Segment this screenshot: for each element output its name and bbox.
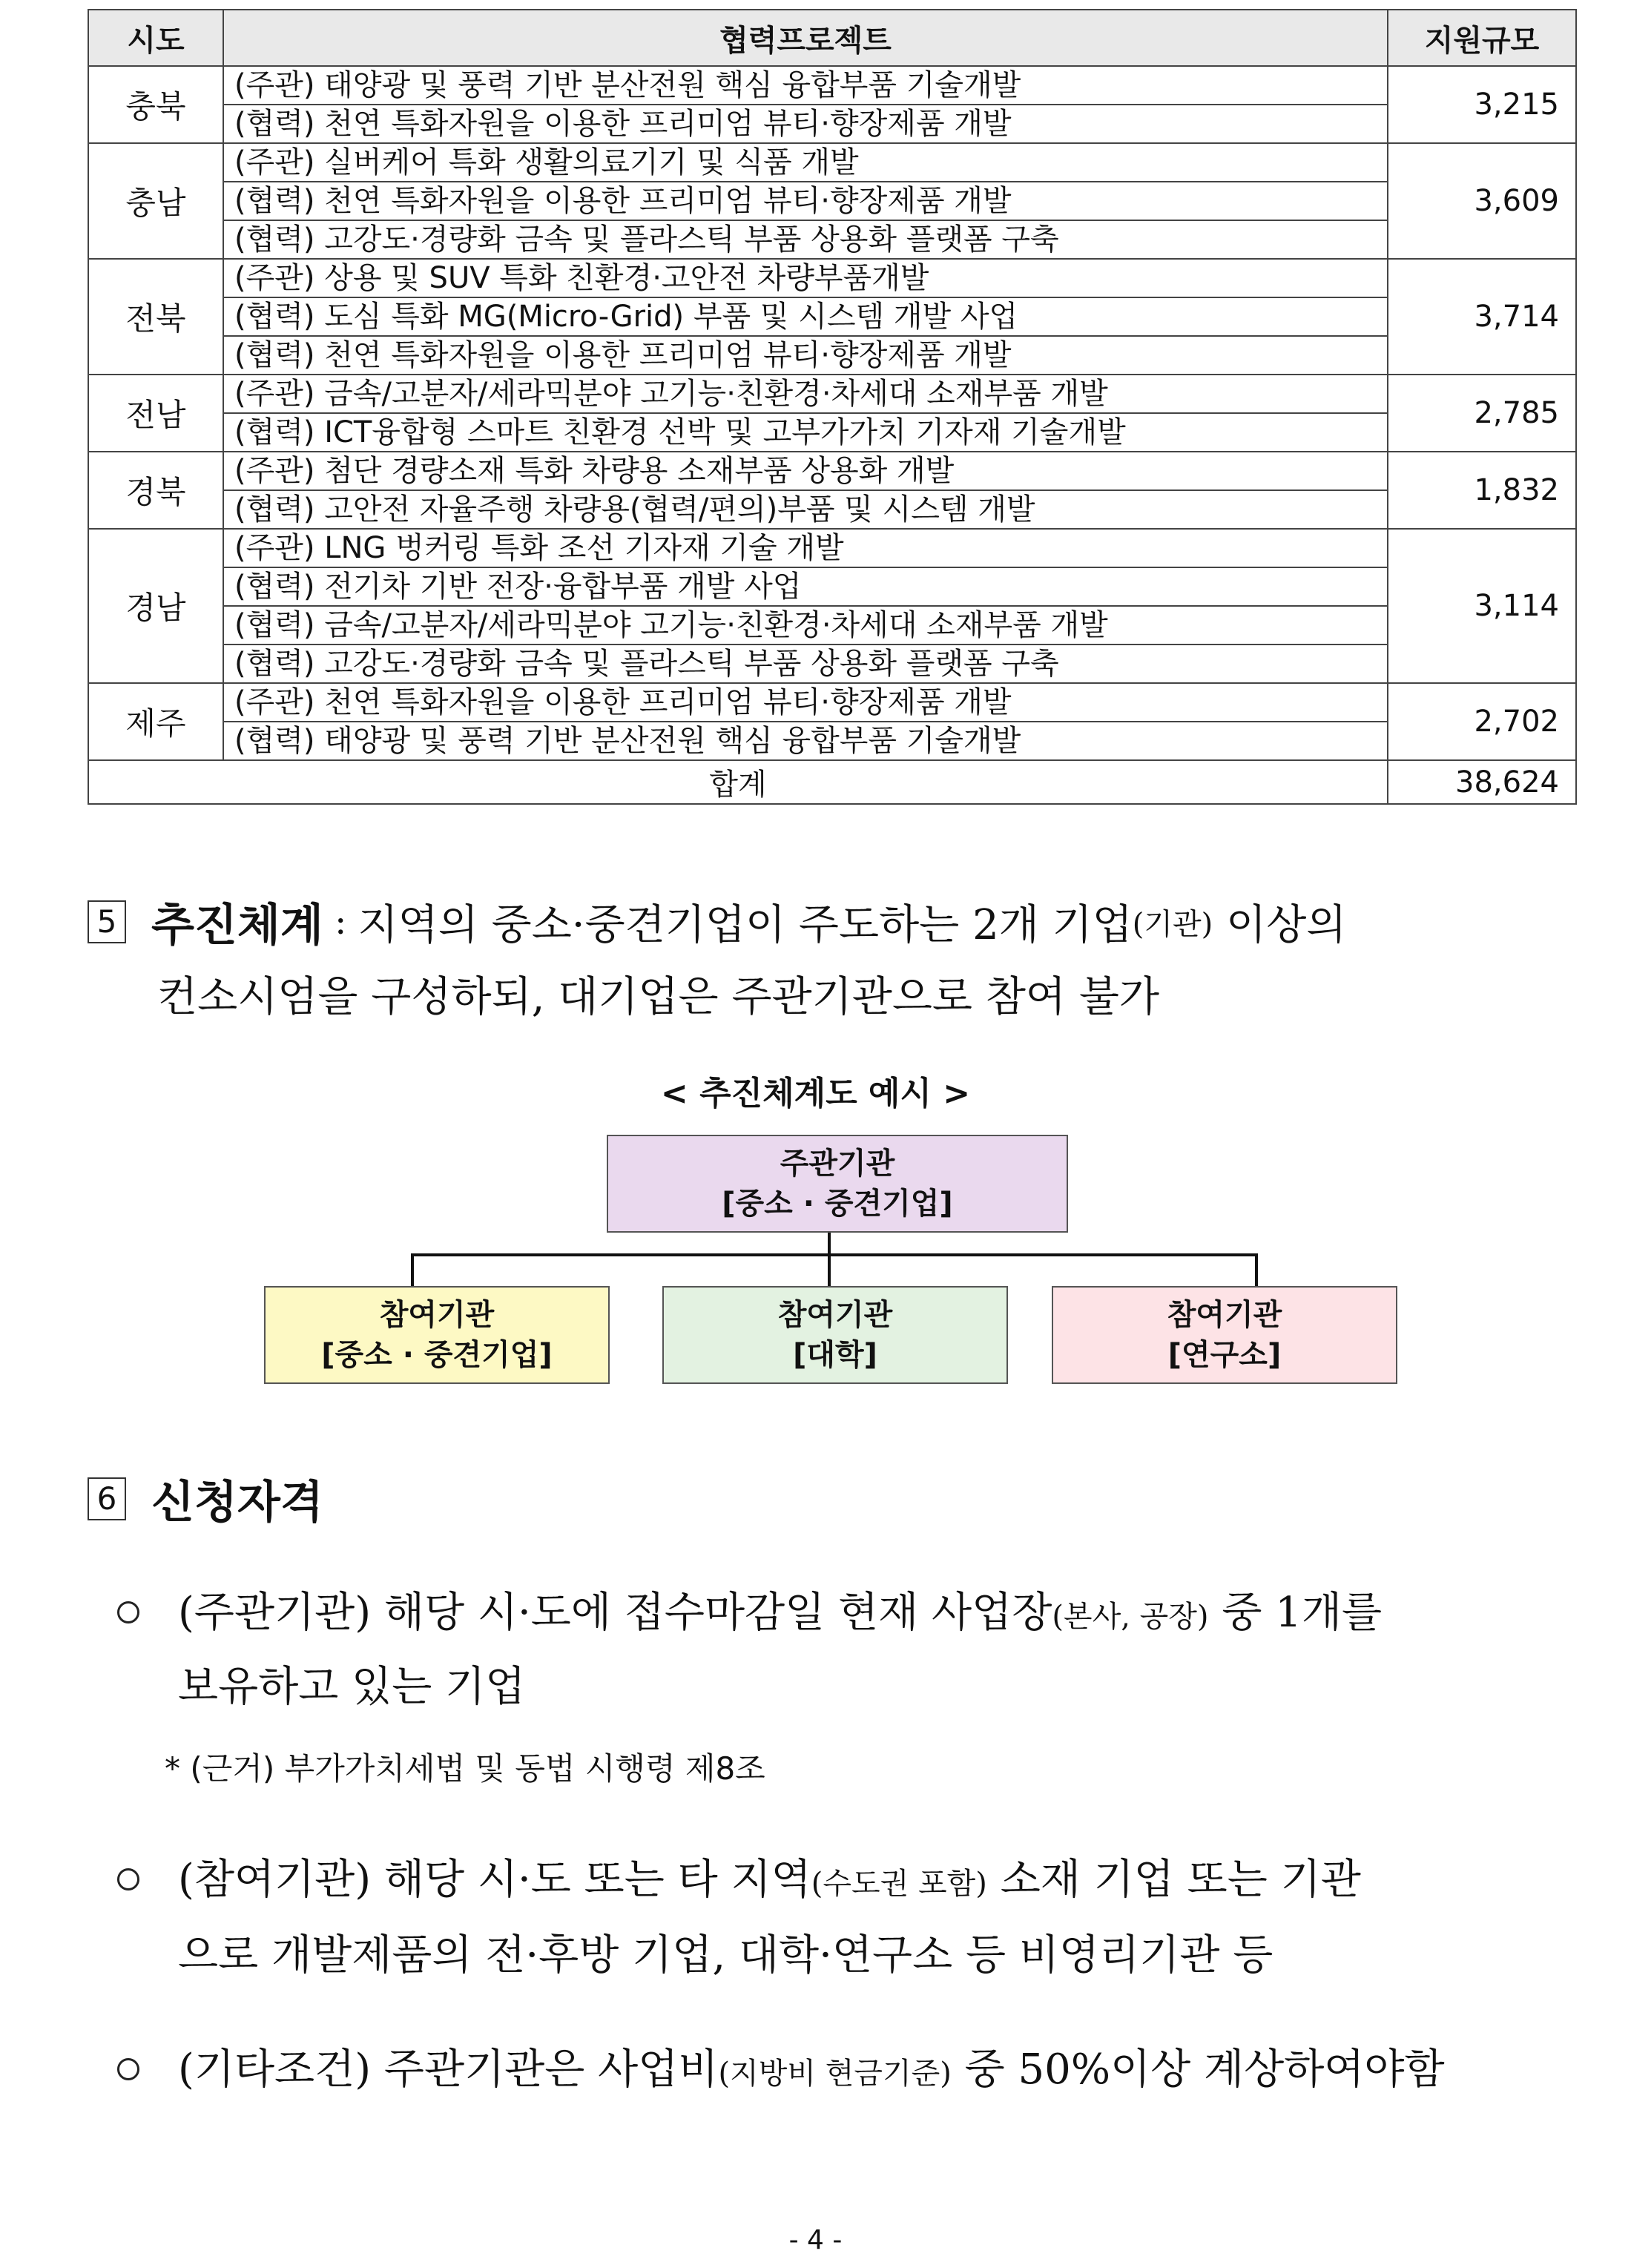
participant-type: [연구소] <box>1167 1338 1282 1372</box>
connector-horizontal <box>411 1253 1258 1256</box>
project-cell: (주관) 금속/고분자/세라믹분야 고기능·친환경·차세대 소재부품 개발 <box>223 375 1388 413</box>
table-row <box>88 297 1576 336</box>
project-cell: (주관) 태양광 및 풍력 기반 분산전원 핵심 융합부품 기술개발 <box>223 66 1388 105</box>
project-table <box>88 9 1577 805</box>
header-amount: 지원규모 <box>1388 10 1576 66</box>
section5-sep: : <box>323 901 358 943</box>
section5-line1-b: 이상의 <box>1213 901 1347 949</box>
table-row <box>88 105 1576 143</box>
qualification-item-lead <box>117 1586 139 1634</box>
circle-bullet-icon <box>117 1601 139 1623</box>
item3-text-a: (기타조건) 주관기관은 사업비 <box>178 2046 719 2094</box>
project-cell: (협력) 금속/고분자/세라믹분야 고기능·친환경·차세대 소재부품 개발 <box>223 606 1388 645</box>
region-cell: 전남 <box>88 375 223 452</box>
project-cell: (협력) 고안전 자율주행 차량용(협력/편의)부품 및 시스템 개발 <box>223 490 1388 529</box>
circle-bullet-icon <box>117 2058 139 2080</box>
project-cell: (협력) 고강도·경량화 금속 및 플라스틱 부품 상용화 플랫폼 구축 <box>223 645 1388 683</box>
table-row <box>88 567 1576 606</box>
amount-cell: 3,114 <box>1388 529 1576 683</box>
amount-cell: 2,785 <box>1388 375 1576 452</box>
amount-cell: 1,832 <box>1388 452 1576 529</box>
page-number: - 4 - <box>788 2225 843 2255</box>
table-row <box>88 66 1576 105</box>
item1-note: * (근거) 부가가치세법 및 동법 시행령 제8조 <box>165 1750 765 1787</box>
section5-heading <box>88 890 1346 954</box>
total-label: 합계 <box>88 760 1388 804</box>
qualification-item-other <box>117 2043 139 2091</box>
item3-line1 <box>178 2037 1445 2096</box>
section5-number: 5 <box>88 900 126 943</box>
lead-org-label: 주관기관 <box>780 1147 895 1181</box>
header-project: 협력프로젝트 <box>223 10 1388 66</box>
item2-text-a: (참여기관) 해당 시·도 또는 타 지역 <box>178 1856 811 1904</box>
table-row <box>88 722 1576 760</box>
participant-type: [대학] <box>793 1338 877 1372</box>
diagram-title: < 추진체계도 예시 > <box>660 1075 971 1112</box>
qualification-item-participant <box>117 1853 139 1901</box>
region-cell: 충북 <box>88 66 223 143</box>
table-row <box>88 375 1576 413</box>
item1-line2: 보유하고 있는 기업 <box>178 1663 526 1711</box>
item2-line1 <box>178 1847 1361 1906</box>
participant-label: 참여기관 <box>379 1298 495 1332</box>
item1-text-a: (주관기관) 해당 시·도에 접수마감일 현재 사업장 <box>178 1589 1052 1637</box>
table-row <box>88 182 1576 220</box>
connector-center <box>828 1253 831 1288</box>
lead-org-box <box>607 1135 1068 1233</box>
table-row <box>88 220 1576 259</box>
table-row <box>88 452 1576 490</box>
table-row <box>88 683 1576 722</box>
item3-text-b: 중 50%이상 계상하여야함 <box>951 2046 1445 2094</box>
item2-text-small: (수도권 포함) <box>811 1867 987 1901</box>
participant-box-company <box>264 1286 610 1384</box>
connector-left <box>411 1253 414 1288</box>
region-cell: 경남 <box>88 529 223 683</box>
section5-title: 추진체계 <box>151 900 323 952</box>
project-cell: (주관) 첨단 경량소재 특화 차량용 소재부품 상용화 개발 <box>223 452 1388 490</box>
table-row <box>88 529 1576 567</box>
project-cell: (주관) 실버케어 특화 생활의료기기 및 식품 개발 <box>223 143 1388 182</box>
header-region: 시도 <box>88 10 223 66</box>
region-cell: 제주 <box>88 683 223 760</box>
amount-cell: 3,714 <box>1388 259 1576 375</box>
project-cell: (협력) ICT융합형 스마트 친환경 선박 및 고부가가치 기자재 기술개발 <box>223 413 1388 452</box>
total-amount: 38,624 <box>1388 760 1576 804</box>
table-row <box>88 645 1576 683</box>
connector-right <box>1255 1253 1258 1288</box>
table-row <box>88 336 1576 375</box>
project-cell: (협력) 고강도·경량화 금속 및 플라스틱 부품 상용화 플랫폼 구축 <box>223 220 1388 259</box>
table-header-row <box>88 10 1576 66</box>
table-row <box>88 259 1576 297</box>
connector-vertical <box>828 1233 831 1255</box>
table-row <box>88 143 1576 182</box>
project-cell: (주관) 천연 특화자원을 이용한 프리미엄 뷰티·향장제품 개발 <box>223 683 1388 722</box>
item2-text-b: 소재 기업 또는 기관 <box>986 1856 1361 1904</box>
item1-text-b: 중 1개를 <box>1208 1589 1383 1637</box>
project-cell: (협력) 천연 특화자원을 이용한 프리미엄 뷰티·향장제품 개발 <box>223 182 1388 220</box>
project-cell: (협력) 전기차 기반 전장·융합부품 개발 사업 <box>223 567 1388 606</box>
circle-bullet-icon <box>117 1868 139 1890</box>
project-cell: (협력) 태양광 및 풍력 기반 분산전원 핵심 융합부품 기술개발 <box>223 722 1388 760</box>
project-cell: (협력) 천연 특화자원을 이용한 프리미엄 뷰티·향장제품 개발 <box>223 105 1388 143</box>
amount-cell: 3,609 <box>1388 143 1576 259</box>
table-row <box>88 413 1576 452</box>
item1-line1 <box>178 1580 1382 1639</box>
section6-title: 신청자격 <box>151 1477 323 1529</box>
project-cell: (주관) 상용 및 SUV 특화 친환경·고안전 차량부품개발 <box>223 259 1388 297</box>
section6-heading <box>88 1467 323 1531</box>
section5-line1-small: (기관) <box>1132 907 1213 942</box>
amount-cell: 2,702 <box>1388 683 1576 760</box>
region-cell: 경북 <box>88 452 223 529</box>
table-body <box>88 66 1576 804</box>
section5-line2: 컨소시엄을 구성하되, 대기업은 주관기관으로 참여 불가 <box>157 973 1160 1021</box>
item1-text-small: (본사, 공장) <box>1052 1600 1209 1634</box>
participant-box-university <box>662 1286 1008 1384</box>
participant-label: 참여기관 <box>777 1298 893 1332</box>
total-row <box>88 760 1576 804</box>
project-cell: (협력) 천연 특화자원을 이용한 프리미엄 뷰티·향장제품 개발 <box>223 336 1388 375</box>
item2-line2: 으로 개발제품의 전·후방 기업, 대학·연구소 등 비영리기관 등 <box>178 1931 1274 1979</box>
lead-org-type: [중소 · 중견기업] <box>722 1187 953 1221</box>
table-row <box>88 606 1576 645</box>
region-cell: 전북 <box>88 259 223 375</box>
participant-label: 참여기관 <box>1167 1298 1282 1332</box>
region-cell: 충남 <box>88 143 223 259</box>
item3-text-small: (지방비 현금기준) <box>718 2057 952 2091</box>
section5-line1-a: 지역의 중소·중견기업이 주도하는 2개 기업 <box>357 901 1133 949</box>
table-row <box>88 490 1576 529</box>
participant-box-institute <box>1052 1286 1397 1384</box>
project-cell: (주관) LNG 벙커링 특화 조선 기자재 기술 개발 <box>223 529 1388 567</box>
participant-type: [중소 · 중견기업] <box>321 1338 553 1372</box>
project-cell: (협력) 도심 특화 MG(Micro-Grid) 부품 및 시스템 개발 사업 <box>223 297 1388 336</box>
amount-cell: 3,215 <box>1388 66 1576 143</box>
section6-number: 6 <box>88 1477 126 1520</box>
